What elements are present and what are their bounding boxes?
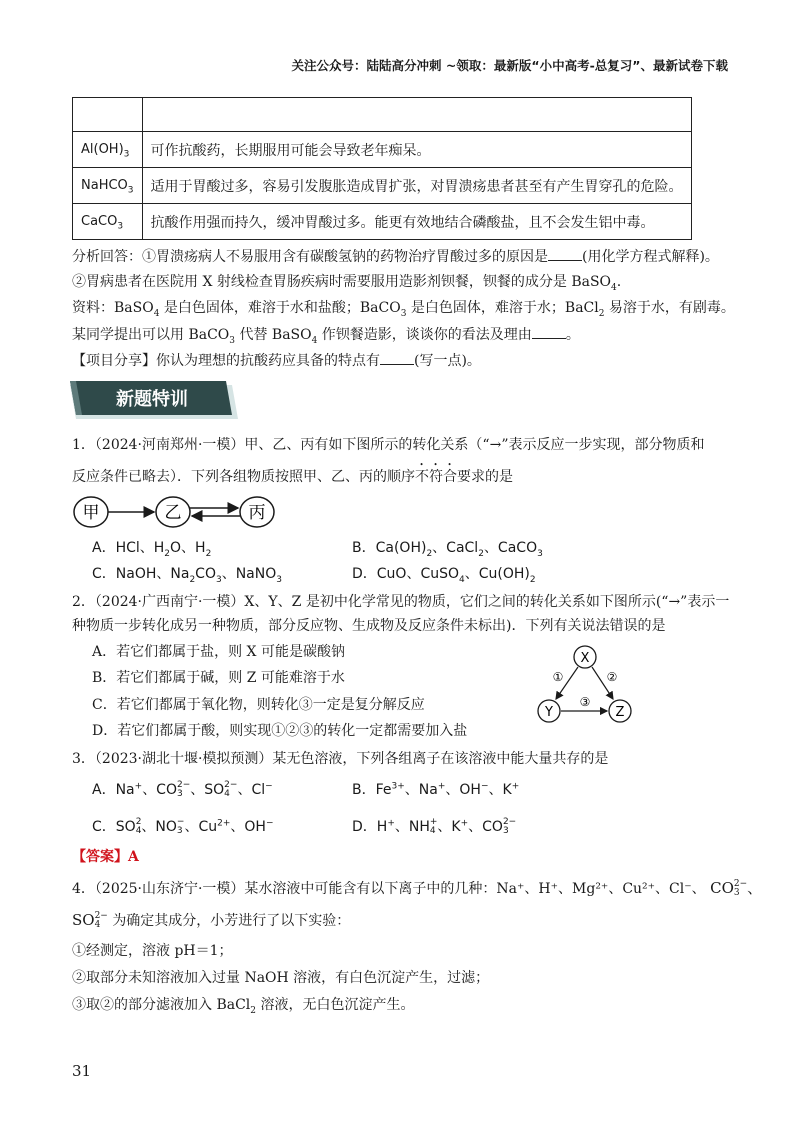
drug-name: $Al(OH)_3$ [73, 132, 143, 168]
drug-name: CaCO$_3$ [73, 204, 143, 240]
sulfate-ion: SO 2− 4 [72, 911, 108, 930]
q1-option-b: B．$Ca(OH)_2$、CaCl$_2$、CaCO$_3$ [352, 540, 543, 559]
q1-emphasis: 不符合 [415, 469, 457, 485]
q1-diagram [70, 492, 280, 532]
edge-label-3: ③ [579, 695, 591, 709]
q2-option-c: C．若它们都属于氧化物，则转化③一定是复分解反应 [92, 697, 425, 713]
drug-desc: 适用于胃酸过多，容易引发腹胀造成胃扩张，对胃溃疡患者甚至有产生胃穿孔的危险。 [142, 168, 691, 204]
node-x: X [580, 651, 590, 666]
q2-option-a: A．若它们都属于盐，则 X 可能是碳酸钠 [92, 644, 345, 660]
edge-label-2: ② [606, 670, 618, 684]
drug-name: NaHCO$_3$ [73, 168, 143, 204]
table-cell [73, 98, 143, 132]
q3-option-b: B．$Fe^{3+}$、Na+、OH−、K+ [352, 781, 520, 798]
node-bing: 丙 [248, 503, 266, 523]
edge-label-1: ① [552, 670, 564, 684]
node-yi: 乙 [164, 503, 182, 523]
q3-stem: 3．（2023·湖北十堰·模拟预测）某无色溶液，下列各组离子在该溶液中能大量共存的是 [72, 751, 609, 767]
drug-desc: 抗酸作用强而持久，缓冲胃酸过多。能更有效地结合磷酸盐，且不会发生铝中毒。 [142, 204, 691, 240]
table-row [73, 98, 692, 132]
section-banner [70, 381, 238, 419]
analysis-q1-text: 分析回答：①胃溃疡病人不易服用含有碳酸氢钠的药物治疗胃酸过多的原因是 [72, 249, 548, 265]
q4-stem-line2 [72, 910, 350, 931]
page-number: 31 [72, 1062, 92, 1080]
q4-stem-line1 [72, 878, 762, 899]
q3-answer: 【答案】A [72, 849, 139, 865]
q1-option-a: A．HCl、$H_2O$、$H_2$ [92, 540, 212, 559]
q1-stem-line2 [72, 461, 513, 487]
q3-option-d: D．H+、NH + 4 、K+、CO 2− 3 [352, 817, 517, 836]
answer-blank [548, 246, 582, 261]
q3-option-c: C．SO 2 4 、NO − 3 、$Cu^{2+}$、OH− [92, 817, 274, 836]
q4-step1: ①经测定，溶液 pH＝1； [72, 943, 233, 959]
answer-blank [532, 324, 566, 339]
q2-option-d: D．若它们都属于酸，则实现①②③的转化一定都需要加入盐 [92, 723, 468, 739]
table-row [73, 132, 692, 168]
project-share [72, 350, 481, 371]
analysis-info: 资料：BaSO$_4$ 是白色固体，难溶于水和盐酸；BaCO$_3$ 是白色固体，难溶于水；BaCl$_2$ 易溶于水，有剧毒。 [72, 300, 735, 319]
q1-option-c: C．NaOH、$Na_2CO_3$、NaNO$_3$ [92, 566, 282, 585]
q4-step2: ②取部分未知溶液加入过量 NaOH 溶液，有白色沉淀产生，过滤； [72, 970, 490, 986]
q2-option-b: B．若它们都属于碱，则 Z 可能难溶于水 [92, 670, 345, 686]
q3-option-a: A．Na+、CO 2− 3 、SO 2− 4 、Cl− [92, 780, 273, 799]
drug-desc: 可作抗酸药，长期服用可能会导致老年痴呆。 [142, 132, 691, 168]
q2-stem-line2: 种物质一步转化成另一种物质，部分反应物、生成物及反应条件未标出)．下列有关说法错误的是 [72, 618, 666, 634]
node-y: Y [545, 705, 553, 720]
q2-stem-line1: 2．（2024·广西南宁·一模）X、Y、Z 是初中化学常见的物质，它们之间的转化关系如下图所示(“→”表示一 [72, 594, 730, 610]
carbonate-ion: CO 2− 3 、 [710, 879, 763, 898]
q4-step3: ③取②的部分滤液加入 BaCl$_2$ 溶液，无白色沉淀产生。 [72, 997, 415, 1016]
node-z: Z [615, 705, 625, 720]
q1-stem-line1: 1．（2024·河南郑州·一模）甲、乙、丙有如下图所示的转化关系（“→”表示反应一步实现，部分物质和 [72, 437, 705, 453]
analysis-q1 [72, 246, 719, 267]
table-row [73, 168, 692, 204]
analysis-q3: 某同学提出可以用 BaCO$_3$ 代替 BaSO$_4$ 作钡餐造影，谈谈你的看法及理由 。 [72, 324, 580, 345]
banner-title: 新题特训 [116, 389, 188, 410]
answer-blank [380, 350, 414, 365]
q1-option-d: D．CuO、CuSO$_4$、$Cu(OH)_2$ [352, 566, 536, 585]
project-share-text: 【项目分享】你认为理想的抗酸药应具备的特点有 [72, 353, 380, 369]
antacid-table [72, 97, 692, 240]
q1-stem-part: 反应条件已略去）．下列各组物质按照甲、乙、丙的顺序 [72, 469, 415, 485]
table-row [73, 204, 692, 240]
project-share-tail: (写一点)。 [414, 353, 481, 369]
q4-stem-text: 为确定其成分，小芳进行了以下实验： [112, 913, 351, 929]
analysis-q3-tail: 。 [565, 327, 580, 343]
page-header: 关注公众号：陆陆高分冲刺 ~领取：最新版“小中高考-总复习”、最新试卷下载 [291, 58, 728, 73]
table-cell [142, 98, 691, 132]
q2-triangle-diagram [528, 643, 643, 725]
analysis-q1-tail: (用化学方程式解释)。 [582, 249, 719, 265]
q4-stem-text: 4．（2025·山东济宁·一模）某水溶液中可能含有以下离子中的几种：Na⁺、H⁺、Mg²⁺、Cu²⁺、Cl⁻、 [72, 881, 706, 897]
q1-stem-part: 要求的是 [457, 469, 513, 485]
analysis-q2: ②胃病患者在医院用 X 射线检查胃肠疾病时需要服用造影剂钡餐，钡餐的成分是 BaSO$_4$. [72, 274, 622, 293]
node-jia: 甲 [82, 503, 100, 523]
